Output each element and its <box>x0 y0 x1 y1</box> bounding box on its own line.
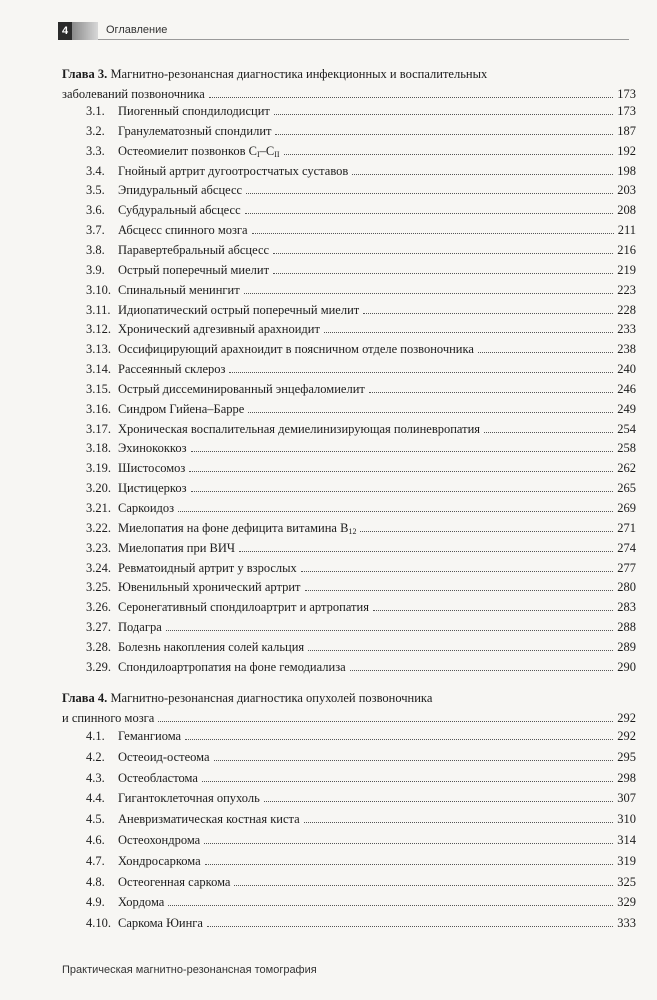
toc-entry[interactable] <box>0 240 657 260</box>
toc-entry-title-text: Хордома <box>118 895 165 910</box>
toc-entry-title-text: Синдром Гийена–Барре <box>118 401 245 416</box>
dot-leader <box>214 760 614 761</box>
toc-entry-number: 4.3. <box>86 770 105 785</box>
toc-entry[interactable] <box>0 726 657 746</box>
toc-entry-title-text: Острый диссеминированный энцефаломиелит <box>118 381 365 396</box>
toc-entry-title <box>118 101 272 121</box>
page-number: 4 <box>58 22 72 40</box>
dot-leader <box>239 551 613 552</box>
toc-entry-page: 288 <box>615 617 636 637</box>
dot-leader <box>273 253 613 254</box>
toc-entry-number: 3.27. <box>86 620 111 635</box>
dot-leader <box>373 610 613 611</box>
toc-entry-page: 203 <box>615 180 636 200</box>
dot-leader <box>191 451 614 452</box>
dot-leader <box>305 590 614 591</box>
toc-entry-number: 3.7. <box>86 223 105 238</box>
toc-entry[interactable] <box>0 359 657 379</box>
toc-entry-page: 314 <box>615 830 636 850</box>
toc-entry-number: 3.2. <box>86 123 105 138</box>
toc-entry-title-text: Серонегативный спондилоартрит и артропатия <box>118 600 369 615</box>
toc-entry[interactable] <box>0 220 657 240</box>
toc-entry-title-text: Гнойный артрит дугоотростчатых суставов <box>118 163 349 178</box>
header-gradient-bar <box>72 22 98 40</box>
toc-entry-number: 3.13. <box>86 342 111 357</box>
toc-entry[interactable] <box>0 558 657 578</box>
toc-entry-title-text: Шистосомоз <box>118 461 186 476</box>
dot-leader <box>189 471 613 472</box>
toc-entry[interactable] <box>0 657 657 677</box>
toc-entry-number: 4.10. <box>86 916 111 931</box>
toc-entry-page: 274 <box>615 538 636 558</box>
dot-leader <box>229 372 613 373</box>
toc-entry[interactable] <box>0 379 657 399</box>
chapter-title-line2: заболеваний позвоночника <box>62 84 207 104</box>
toc-entry[interactable] <box>0 913 657 933</box>
toc-entry-page: 325 <box>615 872 636 892</box>
toc-entry-number: 3.11. <box>86 302 111 317</box>
toc-entry-page: 292 <box>615 726 636 746</box>
toc-entry[interactable] <box>0 637 657 657</box>
toc-entry-page: 265 <box>615 478 636 498</box>
toc-entry[interactable] <box>0 280 657 300</box>
subscript: II <box>274 149 280 159</box>
dot-leader <box>352 174 613 175</box>
toc-entry-number: 3.16. <box>86 401 111 416</box>
chapter-heading[interactable] <box>62 64 642 84</box>
toc-entry-title <box>118 788 262 808</box>
dot-leader <box>168 905 613 906</box>
header-divider <box>98 39 629 40</box>
toc-entry[interactable] <box>0 768 657 788</box>
toc-entry-title-text: Рассеянный склероз <box>118 362 226 377</box>
toc-entry-title <box>118 637 306 657</box>
toc-entry-page: 307 <box>615 788 636 808</box>
toc-entry-page: 228 <box>615 300 636 320</box>
toc-entry-page: 238 <box>615 339 636 359</box>
toc-entry-title <box>118 538 237 558</box>
dot-leader <box>284 154 614 155</box>
toc-entry-page: 173 <box>615 101 636 121</box>
toc-entry[interactable] <box>0 458 657 478</box>
toc-entry-page: 233 <box>615 319 636 339</box>
dot-leader <box>202 781 613 782</box>
toc-entry-page: 223 <box>615 280 636 300</box>
toc-entry-title <box>118 220 250 240</box>
toc-entry-title-text: Гемангиома <box>118 729 182 743</box>
toc-entry-title-text: Спондилоартропатия на фоне гемодиализа <box>118 659 346 674</box>
dot-leader <box>209 97 613 98</box>
toc-entry-title-text: Остеобластома <box>118 770 198 785</box>
toc-entry-title <box>118 657 348 677</box>
toc-entry[interactable] <box>0 141 657 161</box>
toc-entry[interactable] <box>0 419 657 439</box>
dot-leader <box>369 392 613 393</box>
toc-entry-title-text: Эпидуральный абсцесс <box>118 183 243 198</box>
dot-leader <box>252 233 614 234</box>
toc-entry-title <box>118 809 302 829</box>
toc-entry-title <box>118 768 200 788</box>
chapter-heading[interactable] <box>62 688 642 708</box>
page-header <box>0 0 657 42</box>
dot-leader <box>244 293 614 294</box>
dot-leader <box>234 885 613 886</box>
toc-entry-page: 271 <box>615 518 636 538</box>
toc-entry[interactable] <box>0 577 657 597</box>
toc-entry-number: 3.14. <box>86 362 111 377</box>
toc-entry-title-text: Подагра <box>118 620 162 635</box>
toc-entry-number: 4.4. <box>86 791 105 806</box>
toc-entry-page: 198 <box>615 161 636 181</box>
dot-leader <box>207 926 613 927</box>
toc-entry-title-text: Остеохондрома <box>118 833 201 847</box>
toc-entry-number: 3.18. <box>86 441 111 456</box>
toc-entry-title <box>118 359 227 379</box>
dot-leader <box>248 412 613 413</box>
toc-entry-page: 192 <box>615 141 636 161</box>
toc-entry-title <box>118 830 202 850</box>
toc-entry[interactable] <box>0 872 657 892</box>
toc-entry[interactable] <box>0 319 657 339</box>
toc-entry-page: 310 <box>615 809 636 829</box>
toc-entry-title <box>118 458 187 478</box>
toc-entry-page: 283 <box>615 597 636 617</box>
toc-entry-title <box>118 726 183 746</box>
toc-entry[interactable] <box>0 747 657 767</box>
toc-entry[interactable] <box>0 300 657 320</box>
toc-entry-number: 4.1. <box>86 729 105 743</box>
toc-entry-number: 3.20. <box>86 481 111 496</box>
toc-entry-page: 277 <box>615 558 636 578</box>
toc-entry-title-text: Саркома Юинга <box>118 916 203 931</box>
toc-entry-title <box>118 339 476 359</box>
toc-entry-title-text: Цистицеркоз <box>118 481 187 496</box>
dot-leader <box>185 739 613 740</box>
dot-leader <box>304 822 614 823</box>
toc-entry-page: 262 <box>615 458 636 478</box>
toc-entry-title-text: Ревматоидный артрит у взрослых <box>118 560 297 575</box>
toc-entry-number: 4.6. <box>86 833 105 847</box>
toc-entry-title-text: Острый поперечный миелит <box>118 262 270 277</box>
toc-entry-number: 3.5. <box>86 183 105 198</box>
toc-entry-number: 4.7. <box>86 853 105 868</box>
toc-entry-title-text: Гранулематозный спондилит <box>118 123 272 138</box>
toc-entry-title-text: Остеогенная саркома <box>118 874 231 889</box>
toc-entry[interactable] <box>0 788 657 808</box>
toc-entry-page: 333 <box>615 913 636 933</box>
toc-entry[interactable] <box>0 260 657 280</box>
dot-leader <box>324 332 613 333</box>
toc-entry-page: 269 <box>615 498 636 518</box>
toc-entry-number: 3.26. <box>86 600 111 615</box>
toc-entry-page: 219 <box>615 260 636 280</box>
toc-entry-title <box>118 260 271 280</box>
toc-entry-title <box>118 300 361 320</box>
toc-entry[interactable] <box>0 498 657 518</box>
toc-entry-title-text: Миелопатия на фоне дефицита витамина B <box>118 520 349 535</box>
toc-entry-title <box>118 419 482 439</box>
toc-entry-title <box>118 438 189 458</box>
toc-entry-title <box>118 280 242 300</box>
toc-entry-title-text: Оссифицирующий арахноидит в поясничном отделе позвоночника <box>118 342 474 357</box>
toc-entry-number: 4.5. <box>86 812 105 827</box>
dot-leader <box>166 630 614 631</box>
subscript: I <box>256 149 260 159</box>
chapter-title-line2: и спинного мозга <box>62 708 156 728</box>
toc-entry[interactable] <box>0 617 657 637</box>
toc-entry-title-text: Хронический адгезивный арахноидит <box>118 322 320 337</box>
toc-entry-number: 3.24. <box>86 560 111 575</box>
toc-entry-page: 211 <box>616 220 636 240</box>
toc-entry-title-text: Абсцесс спинного мозга <box>118 223 248 238</box>
toc-entry-title <box>118 200 243 220</box>
toc-entry-title <box>118 913 205 933</box>
toc-entry-title-text: Идиопатический острый поперечный миелит <box>118 302 360 317</box>
toc-entry[interactable] <box>0 892 657 912</box>
dot-leader <box>484 432 613 433</box>
toc-entry-title-text: Миелопатия при ВИЧ <box>118 540 236 555</box>
toc-entry-number: 3.25. <box>86 580 111 595</box>
toc-entry-number: 3.12. <box>86 322 111 337</box>
toc-entry[interactable] <box>0 200 657 220</box>
toc-entry-page: 319 <box>615 851 636 871</box>
toc-entry[interactable] <box>0 597 657 617</box>
dot-leader <box>205 864 614 865</box>
toc-entry-page: 254 <box>615 419 636 439</box>
toc-entry-number: 4.9. <box>86 895 105 910</box>
dot-leader <box>273 273 613 274</box>
toc-entry[interactable] <box>0 161 657 181</box>
toc-entry[interactable] <box>0 438 657 458</box>
toc-entry-number: 3.15. <box>86 381 111 396</box>
toc-entry-number: 3.9. <box>86 262 105 277</box>
toc-entry-number: 4.8. <box>86 874 105 889</box>
toc-entry-number: 3.17. <box>86 421 111 436</box>
toc-entry-title-text: Остеоид-остеома <box>118 749 210 764</box>
toc-entry-page: 246 <box>615 379 636 399</box>
chapter-label: Глава 4. <box>62 691 108 705</box>
toc-entry[interactable] <box>0 121 657 141</box>
toc-entry-title <box>118 851 203 871</box>
toc-entry[interactable] <box>0 830 657 850</box>
toc-entry-number: 3.3. <box>86 143 105 158</box>
dot-leader <box>275 134 613 135</box>
toc-entry-title <box>118 399 246 419</box>
subscript: 12 <box>348 526 357 536</box>
toc-entry[interactable] <box>0 399 657 419</box>
toc-entry-title-text: Субдуральный абсцесс <box>118 203 241 218</box>
toc-entry-title-text: Гигантоклеточная опухоль <box>118 791 260 806</box>
dot-leader <box>204 843 613 844</box>
toc-entry-title <box>118 892 166 912</box>
toc-entry-title <box>118 597 371 617</box>
toc-entry-page: 290 <box>615 657 636 677</box>
toc-entry-title-text: Болезнь накопления солей кальция <box>118 639 305 654</box>
dot-leader <box>360 531 613 532</box>
chapter-title-line1: Магнитно-резонансная диагностика опухолей позвоночника <box>107 691 433 705</box>
toc-entry-title-text: Хроническая воспалительная демиелинизирующая полиневропатия <box>118 421 481 436</box>
toc-entry-title <box>118 319 322 339</box>
toc-entry-number: 4.2. <box>86 749 105 764</box>
toc-entry-page: 329 <box>615 892 636 912</box>
toc-entry-title <box>118 478 189 498</box>
toc-entry-page: 208 <box>615 200 636 220</box>
toc-entry-number: 3.28. <box>86 639 111 654</box>
toc-entry-number: 3.23. <box>86 540 111 555</box>
dot-leader <box>301 571 613 572</box>
toc-entry-title <box>118 161 350 181</box>
dot-leader <box>350 670 614 671</box>
toc-entry-title <box>118 240 271 260</box>
toc-entry[interactable] <box>0 538 657 558</box>
toc-entry-number: 3.19. <box>86 461 111 476</box>
toc-entry-number: 3.4. <box>86 163 105 178</box>
toc-entry-page: 187 <box>615 121 636 141</box>
toc-entry-title <box>118 617 164 637</box>
dot-leader <box>274 114 613 115</box>
section-title: Оглавление <box>106 24 168 36</box>
toc-entry-title <box>118 747 212 767</box>
dot-leader <box>264 801 613 802</box>
chapter-title-line1: Магнитно-резонансная диагностика инфекционных и воспалительных <box>107 67 488 81</box>
toc-entry-title-text: Пиогенный спондилодисцит <box>118 104 270 118</box>
chapter-page-number: 173 <box>615 84 636 104</box>
chapter-page-number: 292 <box>615 708 636 728</box>
toc-entry-title-text: Спинальный менингит <box>118 282 240 297</box>
toc-entry-title-text: Эхинококкоз <box>118 441 187 456</box>
dot-leader <box>246 193 613 194</box>
toc-entry-page: 258 <box>615 438 636 458</box>
toc-entry-title <box>118 498 176 518</box>
dot-leader <box>308 650 613 651</box>
toc-entry-page: 216 <box>615 240 636 260</box>
toc-entry-title-text: Саркоидоз <box>118 501 175 515</box>
toc-entry-title-text: Хондросаркома <box>118 853 201 868</box>
dot-leader <box>363 313 613 314</box>
toc-entry-title-text: Аневризматическая костная киста <box>118 812 300 827</box>
toc-entry-title-text: Остеомиелит позвонков C <box>118 143 257 158</box>
toc-entry[interactable] <box>0 339 657 359</box>
toc-entry-number: 3.8. <box>86 242 105 257</box>
toc-entry-page: 249 <box>615 399 636 419</box>
dot-leader <box>178 511 613 512</box>
toc-entry-number: 3.29. <box>86 659 111 674</box>
toc-entry-number: 3.1. <box>86 104 105 118</box>
toc-entry[interactable] <box>0 180 657 200</box>
dot-leader <box>478 352 613 353</box>
toc-entry-page: 295 <box>615 747 636 767</box>
toc-entry-page: 280 <box>615 577 636 597</box>
toc-entry-title <box>118 379 367 399</box>
toc-entry-title <box>118 558 299 578</box>
toc-entry-title <box>118 180 244 200</box>
title-fragment: –C <box>259 143 275 158</box>
toc-entry[interactable] <box>0 101 657 121</box>
dot-leader <box>191 491 614 492</box>
toc-entry[interactable] <box>0 478 657 498</box>
toc-entry[interactable] <box>0 809 657 829</box>
toc-entry-page: 298 <box>615 768 636 788</box>
dot-leader <box>158 721 613 722</box>
toc-entry-title-text: Паравертебральный абсцесс <box>118 242 270 257</box>
toc-entry-title <box>118 577 303 597</box>
toc-entry-title <box>118 872 232 892</box>
chapter-label: Глава 3. <box>62 67 108 81</box>
toc-entry-title <box>118 121 273 141</box>
toc-entry-title-text: Ювенильный хронический артрит <box>118 580 301 595</box>
toc-entry-number: 3.22. <box>86 520 111 535</box>
toc-entry[interactable] <box>0 518 657 538</box>
dot-leader <box>245 213 614 214</box>
toc-entry-page: 289 <box>615 637 636 657</box>
chapter-heading-continuation[interactable] <box>0 708 657 728</box>
toc-entry[interactable] <box>0 851 657 871</box>
book-title-footer: Практическая магнитно-резонансная томография <box>62 964 317 976</box>
toc-entry-number: 3.6. <box>86 203 105 218</box>
toc-entry-number: 3.10. <box>86 282 111 297</box>
toc-entry-number: 3.21. <box>86 501 111 515</box>
toc-entry-page: 240 <box>615 359 636 379</box>
